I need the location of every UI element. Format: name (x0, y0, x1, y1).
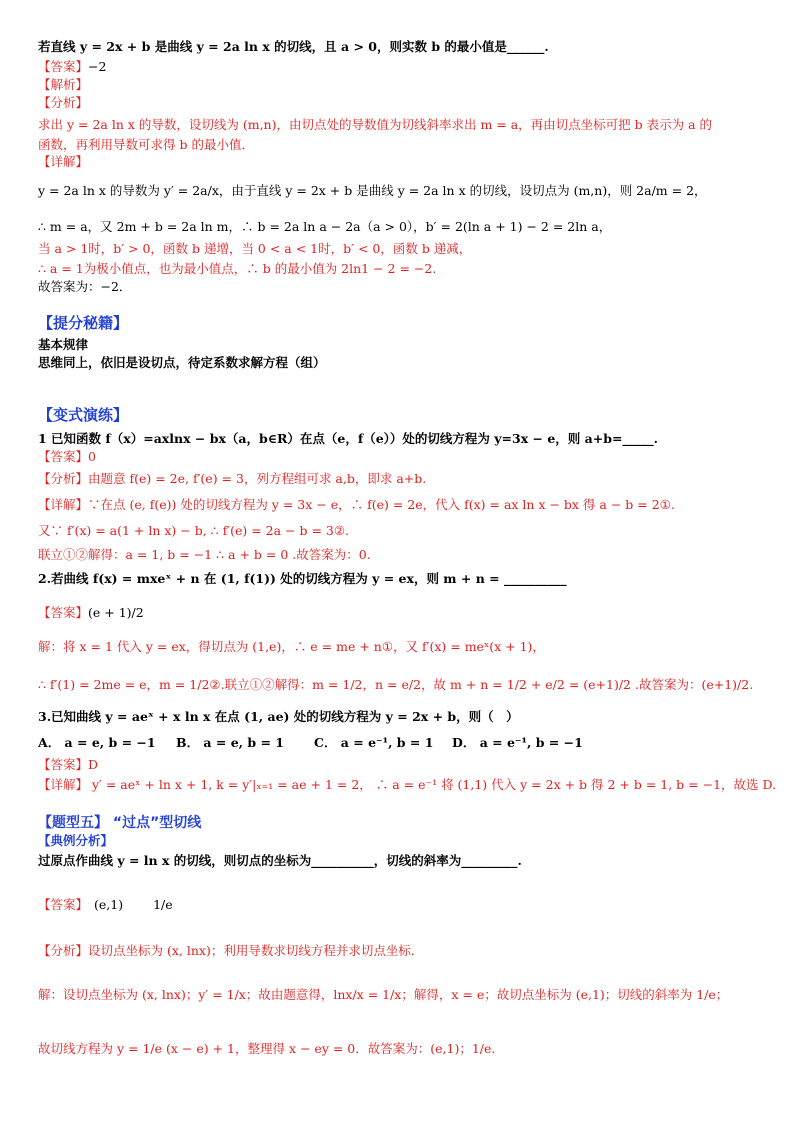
bianshi-q1-detail-3: 联立①②解得：a = 1, b = −1 ∴ a + b = 0 .故答案为：0. (38, 547, 371, 562)
problem1-question: 若直线 y = 2x + b 是曲线 y = 2a ln x 的切线，且 a > 0，则实数 b 的最小值是______. (38, 39, 549, 54)
bianshi-q2-answer (38, 604, 144, 622)
tifen-line-1: 基本规律 (38, 337, 89, 352)
fenxi-line-2: 函数，再利用导数可求得 b 的最小值． (38, 137, 254, 152)
fenxi-line-1: 求出 y = 2a ln x 的导数，设切线为 (m,n)，由切点处的导数值为切线斜率求出 m = a，再由切点坐标可把 b 表示为 a 的 (38, 117, 713, 132)
bianshi-q1-detail-1: 【详解】∵在点 (e, f(e)) 处的切线方程为 y = 3x − e，∴ f(e) = 2e，代入 f(x) = ax ln x − bx 得 a − b = 2①. (38, 497, 675, 512)
bianshi-q3-options (38, 734, 583, 752)
bianshi-q2-detail-2: ∴ f′(1) = 2me = e，m = 1/2②.联立①②解得：m = 1/2，n = e/2，故 m + n = 1/2 + e/2 = (e+1)/2 .故答案为：(e+1)/2. (38, 677, 754, 692)
tixing5-answer (38, 896, 173, 914)
option-c: C． a = e⁻¹, b = 1 (314, 735, 434, 750)
answer-value: D (88, 757, 99, 772)
tifen-title: 【提分秘籍】 (38, 314, 129, 332)
answer-label: 【答案】 (38, 449, 89, 464)
bianshi-q3-answer (38, 756, 98, 774)
xiangjie-label: 【详解】 (38, 154, 89, 169)
answer-label: 【答案】 (38, 897, 89, 912)
answer-value: −2 (88, 59, 107, 74)
answer-label: 【答案】 (38, 605, 89, 620)
tixing5-detail-2: 故切线方程为 y = 1/e (x − e) + 1，整理得 x − ey = 0．故答案为：(e,1)；1/e. (38, 1041, 496, 1056)
fenxi-label: 【分析】 (38, 95, 89, 110)
answer-label: 【答案】 (38, 757, 89, 772)
bianshi-title: 【变式演练】 (38, 406, 129, 424)
tixing5-fenxi: 【分析】设切点坐标为 (x, lnx)；利用导数求切线方程并求切点坐标． (38, 943, 424, 958)
detail-line-1: y = 2a ln x 的导数为 y′ = 2a/x，由于直线 y = 2x + b 是曲线 y = 2a ln x 的切线，设切点为 (m,n)，则 2a/m = 2， (38, 183, 707, 198)
detail-line-5: 故答案为：−2． (38, 279, 132, 294)
answer-value-2: 1/e (153, 897, 173, 912)
jiexi-label: 【解析】 (38, 77, 89, 92)
detail-line-3: 当 a > 1时，b′ > 0，函数 b 递增，当 0 < a < 1时，b′ < 0，函数 b 递减， (38, 241, 472, 256)
bianshi-q1-detail-2: 又∵ f′(x) = a(1 + ln x) − b, ∴ f′(e) = 2a − b = 3②. (38, 523, 350, 538)
option-b: B． a = e, b = 1 (176, 735, 284, 750)
bianshi-q1: 1 已知函数 f（x）=axlnx − bx（a，b∈R）在点（e，f（e））处的切线方程为 y=3x − e，则 a+b=_____. (38, 431, 659, 446)
answer-value-1: (e,1) (94, 897, 124, 912)
tixing5-sub: 【典例分析】 (38, 833, 114, 848)
detail-line-4: ∴ a = 1为极小值点，也为最小值点，∴ b 的最小值为 2ln1 − 2 = −2. (38, 261, 437, 276)
bianshi-q1-answer (38, 448, 96, 466)
option-a: A． a = e, b = −1 (38, 735, 156, 750)
bianshi-q3: 3.已知曲线 y = aeˣ + x ln x 在点 (1, ae) 处的切线方程为 y = 2x + b，则（ ） (38, 709, 519, 724)
tixing5-detail-1: 解：设切点坐标为 (x, lnx)；y′ = 1/x；故由题意得，lnx/x = 1/x；解得，x = e；故切点坐标为 (e,1)；切线的斜率为 1/e； (38, 987, 729, 1002)
detail-line-2: ∴ m = a，又 2m + b = 2a ln m，∴ b = 2a ln a − 2a（a > 0），b′ = 2(ln a + 1) − 2 = 2ln a， (38, 219, 612, 234)
option-d: D． a = e⁻¹, b = −1 (452, 735, 583, 750)
problem1-answer (38, 58, 106, 76)
answer-value: 0 (88, 449, 96, 464)
bianshi-q2-detail-1: 解：将 x = 1 代入 y = ex，得切点为 (1,e)，∴ e = me + n①，又 f′(x) = meˣ(x + 1)， (38, 639, 545, 654)
bianshi-q2: 2.若曲线 f(x) = mxeˣ + n 在 (1, f(1)) 处的切线方程为 y = ex，则 m + n = __________ (38, 571, 567, 586)
answer-value: (e + 1)/2 (88, 605, 144, 620)
tixing5-title: 【题型五】 “过点”型切线 (38, 815, 202, 831)
tifen-line-2: 思维同上，依旧是设切点，待定系数求解方程（组） (38, 355, 326, 370)
answer-label: 【答案】 (38, 59, 89, 74)
bianshi-q1-fenxi: 【分析】由题意 f(e) = 2e, f′(e) = 3，列方程组可求 a,b，即求 a+b. (38, 471, 427, 486)
tixing5-question: 过原点作曲线 y = ln x 的切线，则切点的坐标为__________，切线的斜率为_________. (38, 853, 522, 868)
bianshi-q3-detail: 【详解】 y′ = aeˣ + ln x + 1, k = y′|ₓ₌₁ = ae + 1 = 2， ∴ a = e⁻¹ 将 (1,1) 代入 y = 2x + b 得 2 + b = 1, b = −1，故选 D. (38, 777, 777, 792)
